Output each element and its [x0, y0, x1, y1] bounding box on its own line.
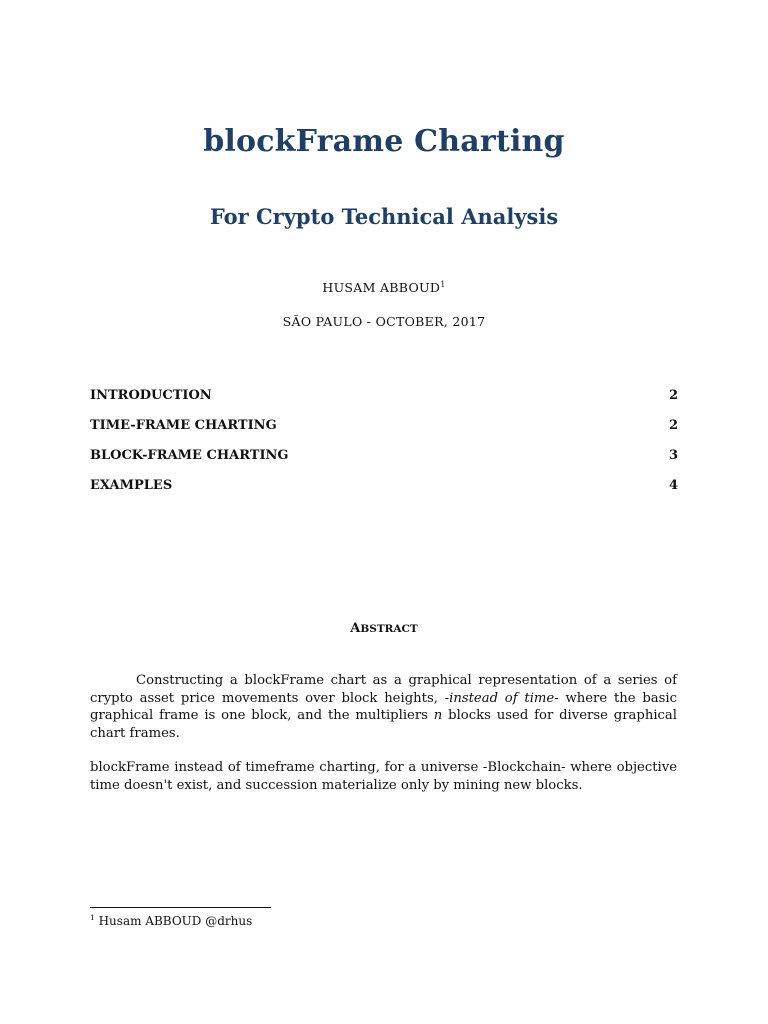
footnote	[90, 914, 252, 928]
toc-entry[interactable]	[90, 418, 678, 448]
document-title: blockFrame Charting	[203, 124, 565, 159]
abstract-body	[90, 672, 677, 811]
author-footnote-mark: 1	[440, 279, 446, 289]
author-name: HUSAM ABBOUD	[322, 280, 441, 295]
toc-entry-page: 2	[668, 418, 678, 433]
footnote-text: Husam ABBOUD @drhus	[94, 914, 253, 928]
abstract-p1-text-c: blocks used for diverse graphical chart frames.	[90, 708, 677, 741]
toc-entry[interactable]	[90, 388, 678, 418]
abstract-heading-rest: BSTRACT	[360, 623, 418, 635]
toc-entry[interactable]	[90, 448, 678, 478]
table-of-contents	[90, 388, 678, 508]
footnote-separator	[90, 907, 271, 908]
toc-entry-page: 4	[668, 478, 678, 493]
author-line	[0, 280, 768, 295]
toc-entry-page: 3	[668, 448, 678, 463]
abstract-heading	[0, 621, 768, 636]
toc-entry-page: 2	[668, 388, 678, 403]
abstract-p1-variable-n: n	[433, 708, 443, 723]
abstract-paragraph-2: blockFrame instead of timeframe charting, for a universe -Blockchain- where objective time doesn't exist, and succession materialize only by mining new blocks.	[90, 760, 677, 793]
abstract-p1-text-a: Constructing a blockFrame chart as a graphical representation of a series of crypto asset price movements over block heights, -	[90, 673, 677, 706]
toc-entry-label: TIME-FRAME CHARTING	[90, 418, 277, 433]
abstract-paragraph-1	[90, 672, 677, 742]
abstract-p1-text-b: - where the basic graphical frame is one block, and the multipliers	[90, 690, 677, 723]
toc-entry[interactable]	[90, 478, 678, 508]
dateline: SÃO PAULO - OCTOBER, 2017	[282, 314, 486, 329]
toc-entry-label: INTRODUCTION	[90, 388, 212, 403]
footnote-mark: 1	[90, 913, 95, 922]
toc-entry-label: BLOCK-FRAME CHARTING	[90, 448, 289, 463]
abstract-p1-italic: instead of time	[449, 690, 555, 706]
abstract-heading-initial: A	[350, 621, 361, 636]
toc-entry-label: EXAMPLES	[90, 478, 173, 493]
document-subtitle: For Crypto Technical Analysis	[209, 204, 559, 229]
